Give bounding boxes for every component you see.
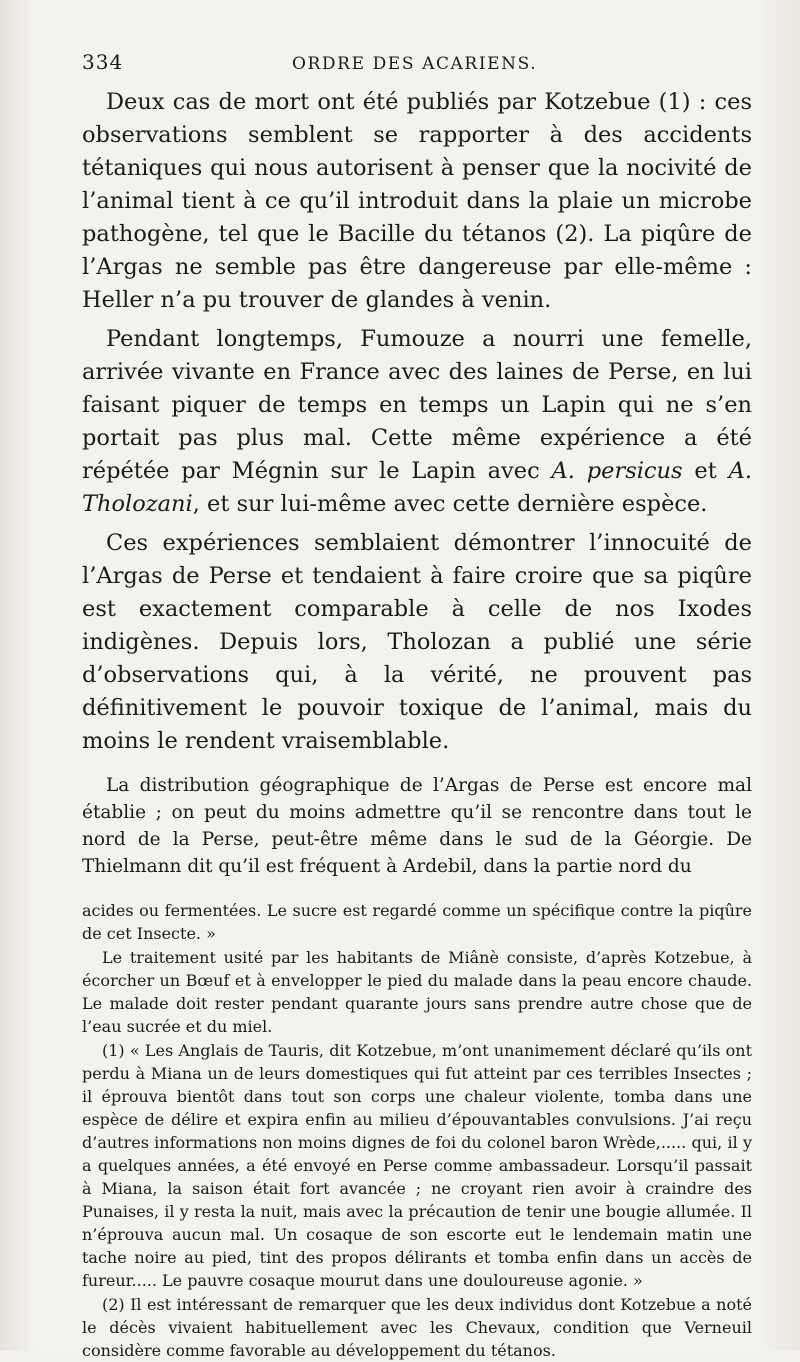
species-name-tholozani: A. Tholozani	[82, 458, 752, 517]
running-title: ORDRE DES ACARIENS.	[292, 54, 538, 74]
species-name-persicus: A. persicus	[551, 458, 683, 484]
paragraph-2-start: Pendant longtemps, Fumouze a nourri une femelle, arrivée vivante en France avec des laines de Perse, en lui faisant piquer de temps en temps un Lapin qui ne s’en portait pas plus mal. Cette même expérience a été répétée par Mégnin sur le Lapin avec	[82, 326, 752, 484]
footnote-2: (2) Il est intéressant de remarquer que les deux individus dont Kotzebue a noté le décès vivaient habituellement avec les Chevaux, condition que Verneuil considère comme favorable au développement du tétanos.	[82, 1294, 752, 1360]
paragraph-1: Deux cas de mort ont été publiés par Kotzebue (1) : ces observations semblent se rapporter à des accidents tétaniques qui nous autorisent à penser que la nocivité de l’animal tient à ce qu’il introduit dans la plaie un microbe pathogène, tel que le Bacille du tétanos (2). La piqûre de l’Argas ne semble pas être dangereuse par elle-même : Heller n’a pu trouver de glandes à venin.	[82, 89, 752, 313]
footnote-continuation-2: Le traitement usité par les habitants de Miânè consiste, d’après Kotzebue, à écorcher un Bœuf et à envelopper le pied du malade dans la peau encore chaude. Le malade doit rester pendant quarante jours sans prendre autre chose que de l’eau sucrée et du miel.	[82, 947, 752, 1036]
footnotes	[82, 899, 752, 1362]
footnote-continuation-1: acides ou fermentées. Le sucre est regardé comme un spécifique contre la piqûre de cet Insecte. »	[82, 900, 752, 943]
running-header	[82, 50, 752, 74]
main-text	[82, 86, 752, 758]
paragraph-2-mid: et	[682, 458, 729, 484]
paragraph-2	[82, 323, 752, 521]
paragraph-4-small: La distribution géographique de l’Argas de Perse est encore mal établie ; on peut du moins admettre qu’il se rencontre dans tout le nord de la Perse, peut-être même dans le sud de la Géorgie. De Thielmann dit qu’il est fréquent à Ardebil, dans la partie nord du	[82, 775, 752, 877]
page-number: 334	[82, 50, 124, 74]
footnote-1: (1) « Les Anglais de Tauris, dit Kotzebue, m’ont unanimement déclaré qu’ils ont perdu à Miana un de leurs domestiques qui fut atteint par ces terribles Insectes ; il éprouva bientôt dans tout son corps une chaleur violente, tomba dans une espèce de délire et expira enfin au milieu d’épouvantables convulsions. J’ai reçu d’autres informations non moins dignes de foi du colonel baron Wrède,..... qui, il y a quelques années, a été envoyé en Perse comme ambassadeur. Lorsqu’il passait à Miana, la saison était fort avancée ; ne croyant rien avoir à craindre des Punaises, il y resta la nuit, mais avec la précaution de tenir une bougie allumée. Il n’éprouva aucun mal. Un cosaque de son escorte eut le lendemain matin une tache noire au pied, tint des propos délirants et tomba enfin dans un accès de fureur..... Le pauvre cosaque mourut dans une douloureuse agonie. »	[82, 1040, 752, 1290]
paragraph-3: Ces expériences semblaient démontrer l’innocuité de l’Argas de Perse et tendaient à faire croire que sa piqûre est exactement comparable à celle de nos Ixodes indigènes. Depuis lors, Tholozan a publié une série d’observations qui, à la vérité, ne prouvent pas définitivement le pouvoir toxique de l’animal, mais du moins le rendent vraisemblable.	[82, 530, 752, 754]
paragraph-2-end: , et sur lui-même avec cette dernière espèce.	[192, 491, 708, 517]
